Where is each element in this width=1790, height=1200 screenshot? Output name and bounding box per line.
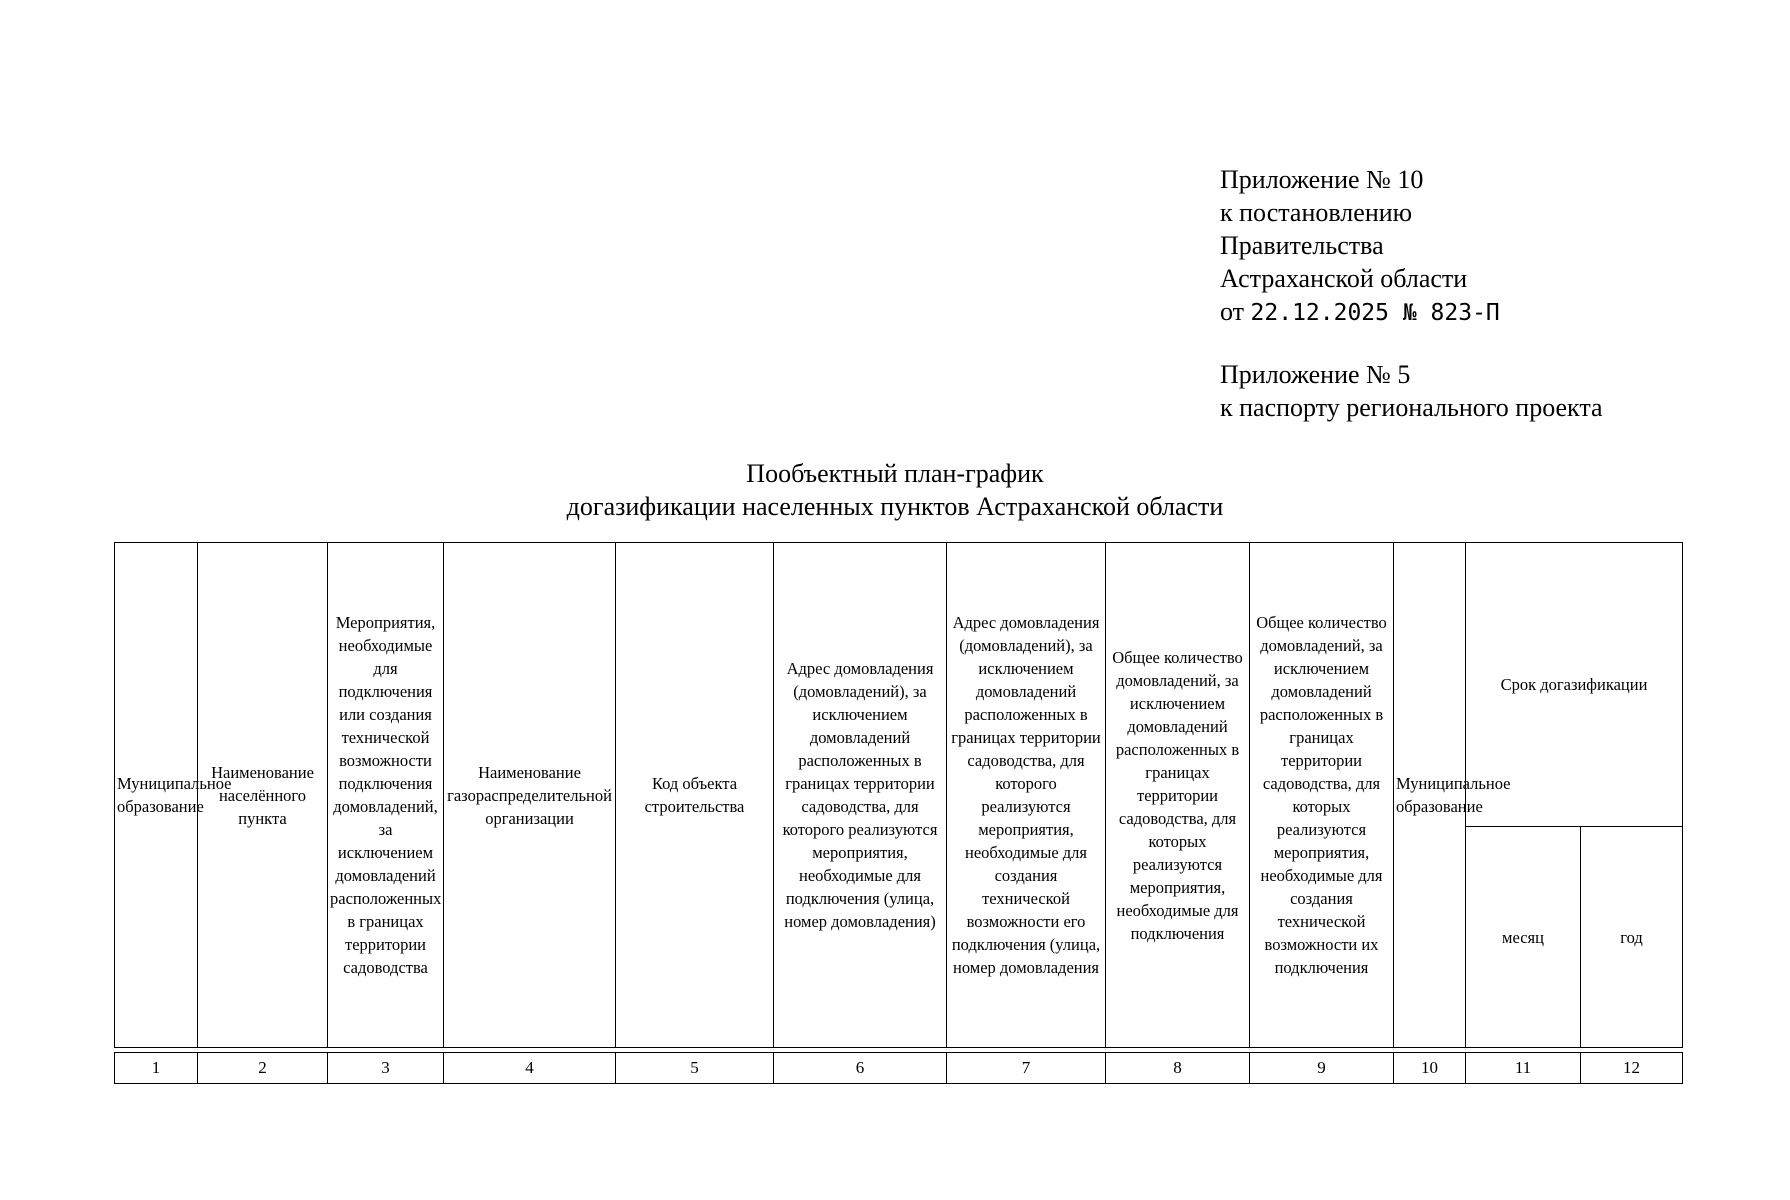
plan-schedule-table <box>114 542 1683 1084</box>
appendix-government-line: Правительства <box>1220 231 1384 260</box>
column-number: 7 <box>947 1053 1106 1084</box>
header-year: год <box>1581 827 1683 1048</box>
header-count-technical: Общее количество домовладений, за исключением домовладений расположенных в границах территории садоводства, для которых реализуются мероприятия, необходимые для создания технической возможности их подключения <box>1250 543 1394 1048</box>
appendix-region-line: Астраханской области <box>1220 264 1468 293</box>
column-number: 2 <box>198 1053 328 1084</box>
header-deadline: Срок догазификации <box>1466 543 1683 827</box>
column-number: 12 <box>1581 1053 1683 1084</box>
header-municipality: Муниципальное образование <box>115 543 198 1048</box>
passport-appendix-number: Приложение № 5 <box>1220 360 1411 389</box>
header-settlement-name: Наименование населённого пункта <box>198 543 328 1048</box>
title-line-1: Пообъектный план-график <box>746 459 1044 488</box>
appendix-date-line <box>1220 295 1500 330</box>
header-address-connection: Адрес домовладения (домовладений), за исключением домовладений расположенных в границах территории садоводства, для которого реализуются мероприятия, необходимые для подключения (улица, номер домовладения) <box>774 543 947 1048</box>
appendix-decree-line: к постановлению <box>1220 198 1413 227</box>
date-and-number: 22.12.2025 № 823-П <box>1250 300 1500 326</box>
column-number: 8 <box>1106 1053 1250 1084</box>
appendix-reference-passport <box>1220 358 1603 424</box>
column-number: 3 <box>328 1053 444 1084</box>
header-month: месяц <box>1466 827 1581 1048</box>
header-measures: Мероприятия, необходимые для подключения или создания технической возможности подключения домовладений, за исключением домовладений расположенных в границах территории садоводства <box>328 543 444 1048</box>
date-prefix: от <box>1220 297 1245 326</box>
column-number: 9 <box>1250 1053 1394 1084</box>
header-gas-organization: Наименование газораспределительной организации <box>444 543 616 1048</box>
column-number: 11 <box>1466 1053 1581 1084</box>
appendix-number: Приложение № 10 <box>1220 165 1424 194</box>
column-number-row <box>115 1053 1683 1084</box>
header-object-code: Код объекта строительства <box>616 543 774 1048</box>
table-header-row <box>115 543 1683 827</box>
column-number: 1 <box>115 1053 198 1084</box>
header-count-connection: Общее количество домовладений, за исключением домовладений расположенных в границах территории садоводства, для которых реализуются мероприятия, необходимые для подключения <box>1106 543 1250 1048</box>
title-line-2: догазификации населенных пунктов Астраханской области <box>566 492 1224 521</box>
column-number: 5 <box>616 1053 774 1084</box>
column-number: 6 <box>774 1053 947 1084</box>
column-number: 4 <box>444 1053 616 1084</box>
passport-appendix-line: к паспорту регионального проекта <box>1220 393 1603 422</box>
document-title <box>0 457 1790 523</box>
column-number: 10 <box>1394 1053 1466 1084</box>
header-municipality-2: Муниципальное образование <box>1394 543 1466 1048</box>
appendix-reference-main <box>1220 163 1500 330</box>
header-address-technical: Адрес домовладения (домовладений), за исключением домовладений расположенных в границах территории садоводства, для которого реализуются мероприятия, необходимые для создания технической возможности его подключения (улица, номер домовладения <box>947 543 1106 1048</box>
